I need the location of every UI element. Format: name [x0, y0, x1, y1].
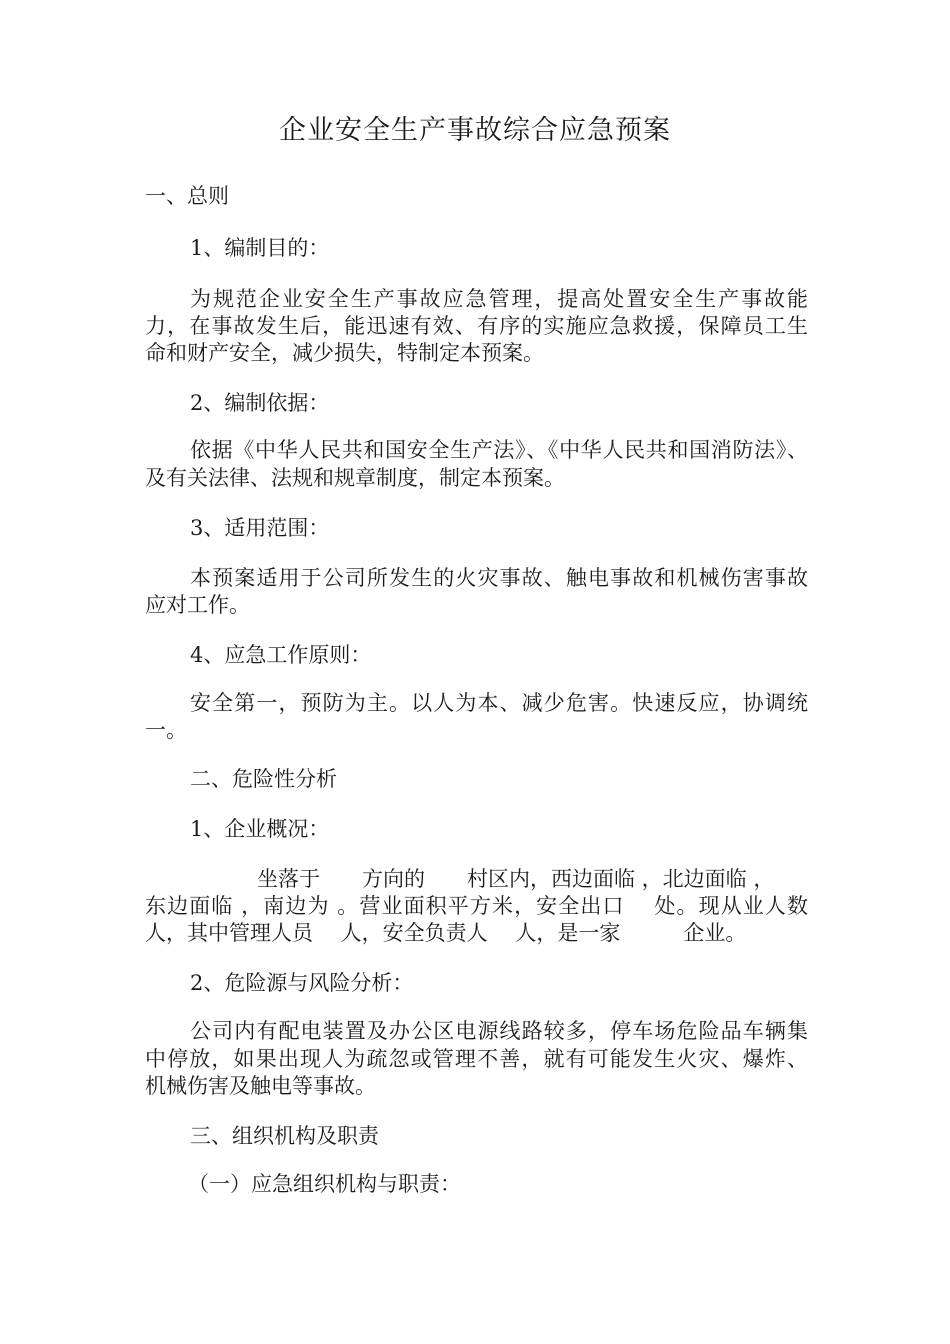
paragraph-line: 机械伤害及触电等事故。 — [145, 1074, 376, 1098]
document-title: 企业安全生产事故综合应急预案 — [279, 115, 671, 146]
subheading-overview: 1、企业概况： — [190, 817, 330, 841]
subheading-basis: 2、编制依据： — [190, 391, 330, 415]
subheading-hazard-sources: 2、危险源与风险分析： — [190, 971, 414, 995]
paragraph-line: 中停放，如果出现人为疏忽或管理不善，就有可能发生火灾、爆炸、 — [145, 1047, 808, 1071]
subheading-scope: 3、适用范围： — [190, 516, 330, 540]
paragraph-line: 安全第一，预防为主。以人为本、减少危害。快速反应，协调统 — [190, 691, 808, 715]
paragraph-line: 东边面临 ，南边为 。营业面积平方米，安全出口 处。现从业人数 — [145, 894, 808, 918]
section-heading-general: 一、总则 — [145, 184, 229, 208]
paragraph-line: 人，其中管理人员 人，安全负责人 人，是一家 企业。 — [145, 921, 747, 945]
paragraph-line: 一。 — [145, 718, 187, 742]
section-heading-risk-analysis: 二、危险性分析 — [190, 767, 337, 791]
subheading-purpose: 1、编制目的： — [190, 236, 330, 260]
paragraph-line: 力，在事故发生后，能迅速有效、有序的实施应急救援，保障员工生 — [145, 314, 808, 338]
subheading-emergency-organization: （一）应急组织机构与职责： — [188, 1172, 461, 1196]
paragraph-line: 本预案适用于公司所发生的火灾事故、触电事故和机械伤害事故 — [190, 566, 808, 590]
paragraph-line: 公司内有配电装置及办公区电源线路较多，停车场危险品车辆集 — [190, 1019, 808, 1043]
paragraph-line: 命和财产安全，减少损失，特制定本预案。 — [145, 341, 544, 365]
subheading-principles: 4、应急工作原则： — [190, 643, 372, 667]
paragraph-line: 及有关法律、法规和规章制度，制定本预案。 — [145, 466, 565, 490]
section-heading-organization: 三、组织机构及职责 — [190, 1124, 379, 1148]
paragraph-line: 应对工作。 — [145, 593, 250, 617]
paragraph-line: 坐落于 方向的 村区内，西边面临 ，北边面临 ， — [257, 867, 775, 891]
paragraph-line: 为规范企业安全生产事故应急管理，提高处置安全生产事故能 — [190, 287, 808, 311]
paragraph-line: 依据《中华人民共和国安全生产法》、《中华人民共和国消防法》、 — [190, 438, 808, 462]
